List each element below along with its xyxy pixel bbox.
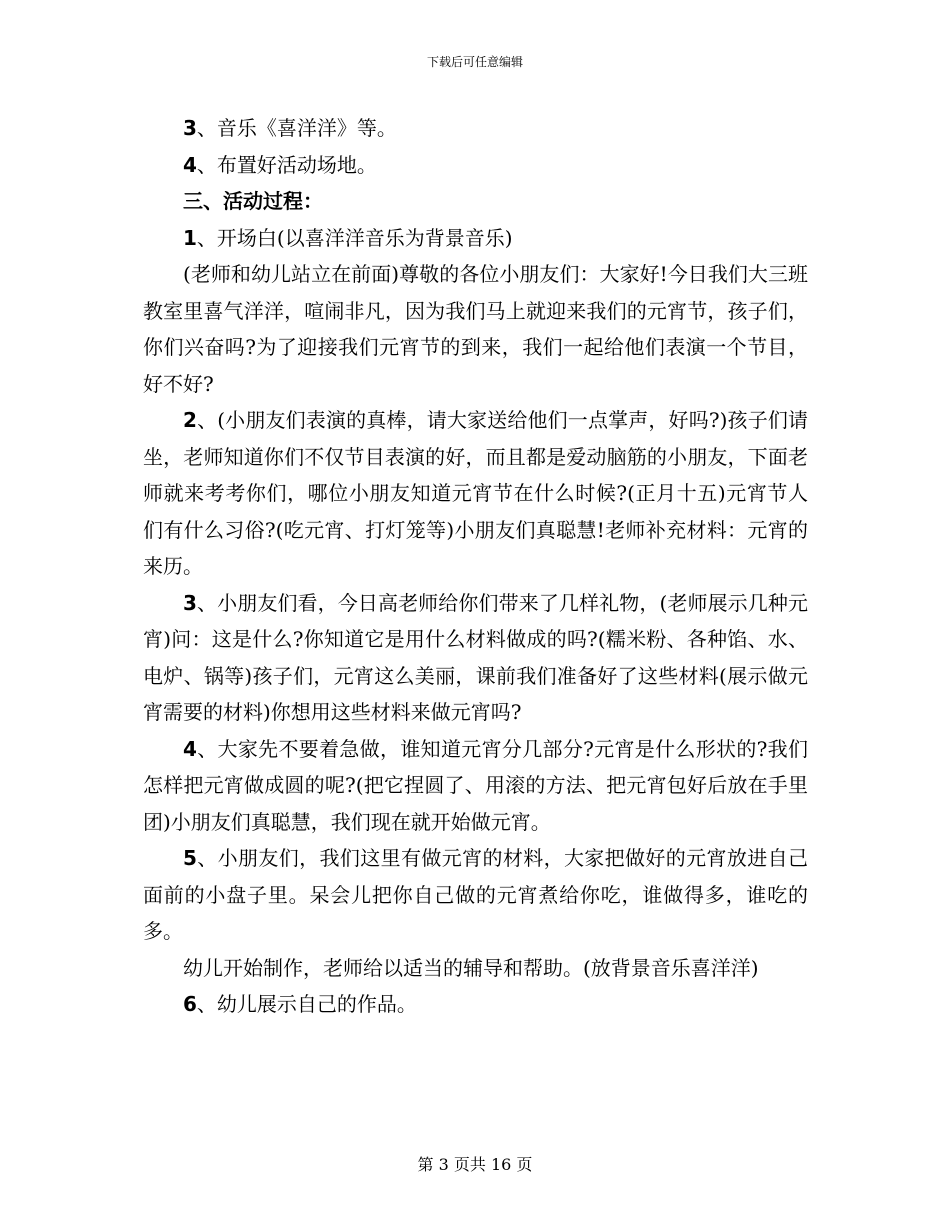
process-step-2 [143,402,808,585]
item-number: 1 [183,225,197,250]
item-text: 、(小朋友们表演的真棒，请大家送给他们一点掌声，好吗?)孩子们请坐，老师知道你们不仅节目表演的好，而且都是爱动脑筋的小朋友，下面老师就来考考你们，哪位小朋友知道元宵节在什么时候?(正月十五)元宵节人们有什么习俗?(吃元宵、打灯笼等)小朋友们真聪慧!老师补充材料：元宵的来历。 [143,408,808,578]
item-text: 、开场白(以喜洋洋音乐为背景音乐) [196,225,513,250]
document-body [143,110,808,1023]
item-text: 、幼儿展示自己的作品。 [196,992,417,1016]
production-paragraph [143,950,808,987]
list-item-materials-4 [143,147,808,184]
item-number: 6 [183,992,197,1016]
item-number: 3 [183,590,197,615]
page-header: 下载后可任意编辑 [426,55,523,69]
item-number: 4 [183,736,197,761]
item-number: 3 [183,116,197,140]
process-step-6 [143,986,808,1023]
item-text: 、音乐《喜洋洋》等。 [196,116,397,140]
page-footer: 第 3 页共 16 页 [417,1155,533,1174]
paragraph-text: 幼儿开始制作，老师给以适当的辅导和帮助。(放背景音乐喜洋洋) [183,955,759,980]
paragraph-text: (老师和幼儿站立在前面)尊敬的各位小朋友们：大家好!今日我们大三班教室里喜气洋洋，喧闹非凡，因为我们马上就迎来我们的元宵节，孩子们，你们兴奋吗?为了迎接我们元宵节的到来，我们一起给他们表演一个节目，好不好? [143,262,808,396]
item-text: 、小朋友们看，今日高老师给你们带来了几样礼物，(老师展示几种元宵)问：这是什么?你知道它是用什么材料做成的吗?(糯米粉、各种馅、水、电炉、锅等)孩子们，元宵这么美丽，课前我们准备好了这些材料(展示做元宵需要的材料)你想用这些材料来做元宵吗? [143,590,808,724]
list-item-materials-3 [143,110,808,147]
item-number: 2 [183,408,197,432]
process-step-1 [143,220,808,257]
process-step-5 [143,840,808,950]
item-text: 、大家先不要着急做，谁知道元宵分几部分?元宵是什么形状的?我们怎样把元宵做成圆的呢?(把它捏圆了、用滚的方法、把元宵包好后放在手里团)小朋友们真聪慧，我们现在就开始做元宵。 [143,736,808,834]
opening-paragraph [143,256,808,402]
section-heading [143,183,808,220]
item-number: 5 [183,846,197,870]
process-step-3 [143,585,808,731]
heading-text: 三、活动过程： [183,189,323,213]
item-text: 、小朋友们，我们这里有做元宵的材料，大家把做好的元宵放进自己面前的小盘子里。呆会儿把你自己做的元宵煮给你吃，谁做得多，谁吃的多。 [143,846,808,943]
item-text: 、布置好活动场地。 [196,152,377,177]
item-number: 4 [183,152,197,177]
process-step-4 [143,731,808,841]
